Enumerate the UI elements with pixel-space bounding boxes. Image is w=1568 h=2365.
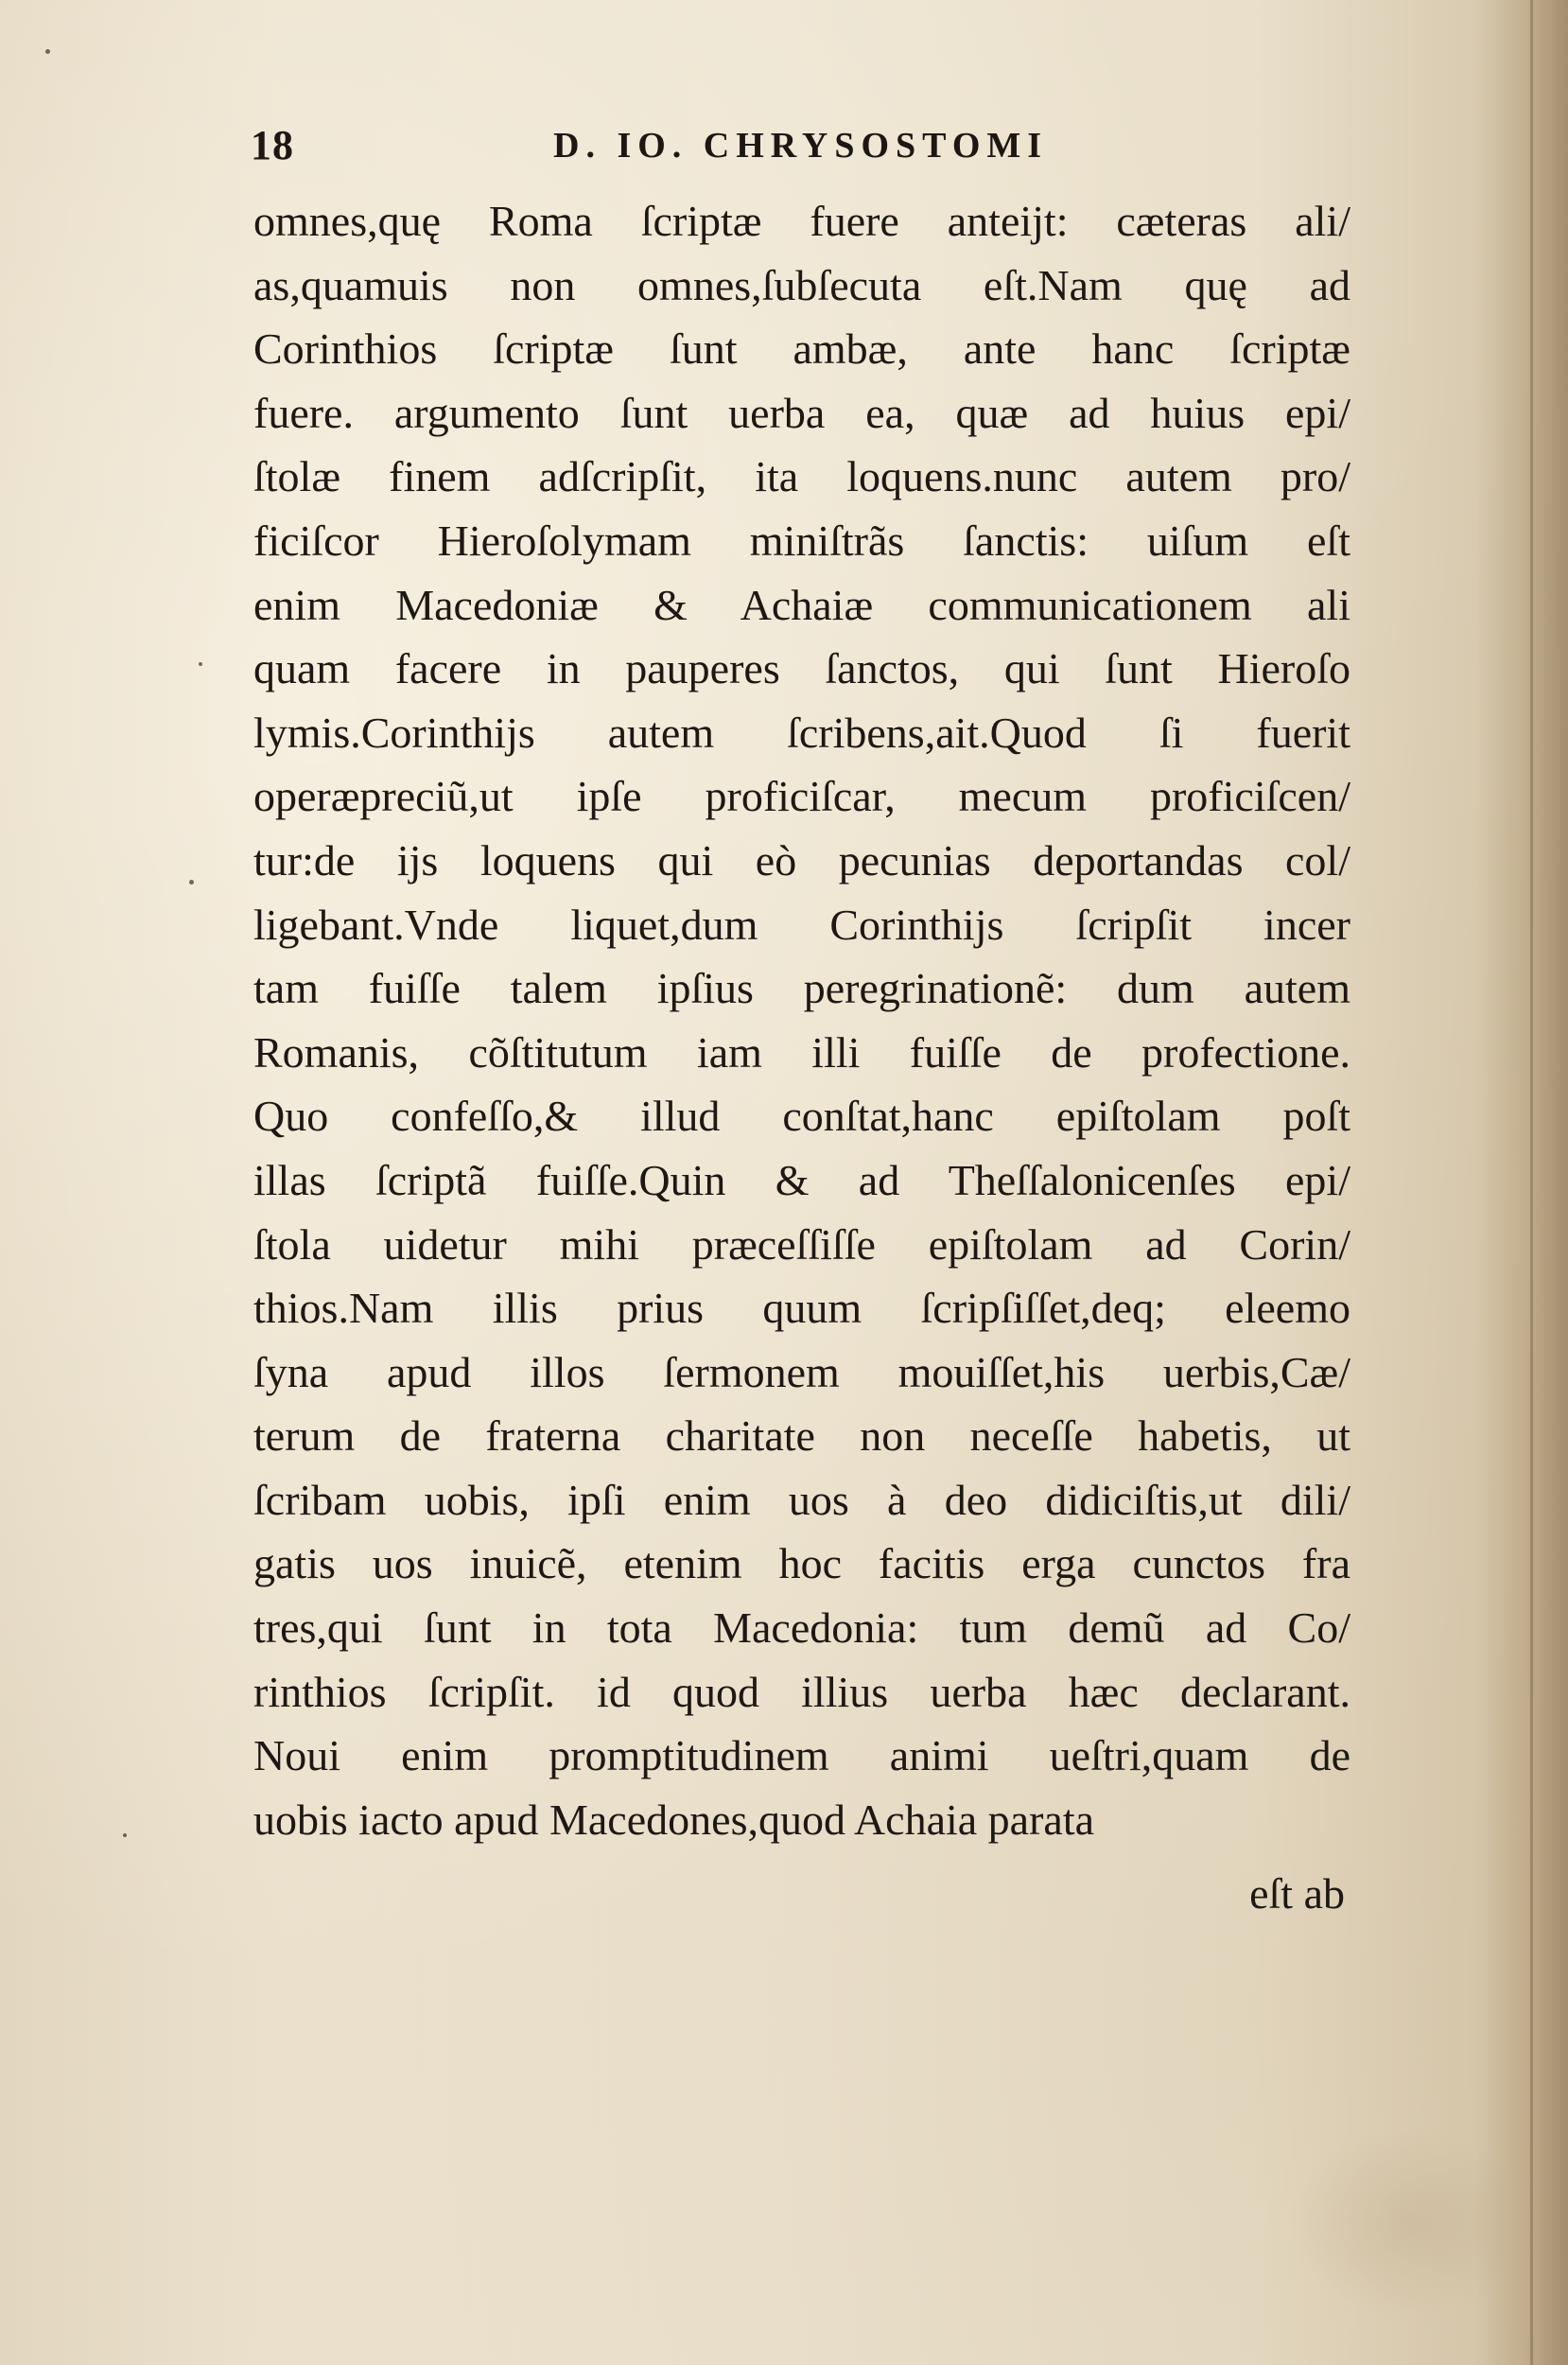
running-title: D. IO. CHRYSOSTOMI (553, 126, 1049, 166)
text-line: illas ſcriptã fuiſſe.Quin & ad Theſſalonicenſes epi/ (253, 1155, 1350, 1204)
text-line: thios.Nam illis prius quum ſcripſiſſet,deq; eleemo (253, 1284, 1350, 1333)
catchword: eſt ab (1249, 1869, 1345, 1918)
ink-speck (123, 1833, 127, 1837)
ink-speck (45, 49, 50, 54)
paper-stain (1286, 2128, 1532, 2318)
text-line: tam fuiſſe talem ipſius peregrinationẽ: dum autem (253, 964, 1350, 1013)
gutter-shadow (1475, 0, 1568, 2365)
text-line: omnes,quę Roma ſcriptæ fuere anteijt: cæteras ali/ (253, 197, 1350, 245)
text-line: terum de fraterna charitate non neceſſe habetis, ut (253, 1411, 1350, 1461)
text-line: lymis.Corinthijs autem ſcribens,ait.Quod ſi fuerit (253, 708, 1350, 757)
text-line: uobis iacto apud Macedones,quod Achaia parata (253, 1795, 1095, 1844)
text-line: ligebant.Vnde liquet,dum Corinthijs ſcripſit incer (253, 900, 1350, 949)
text-line: gatis uos inuicẽ, etenim hoc facitis erga cunctos fra (253, 1539, 1350, 1588)
text-line: ſtola uidetur mihi præceſſiſſe epiſtolam ad Corin/ (253, 1219, 1350, 1269)
text-line: enim Macedoniæ & Achaiæ communicationem ali (253, 580, 1350, 629)
text-line: fuere. argumento ſunt uerba ea, quæ ad huius epi/ (253, 388, 1350, 437)
page-header (251, 121, 1348, 178)
folio-number: 18 (251, 122, 294, 168)
text-line: ſyna apud illos ſermonem mouiſſet,his uerbis,Cæ/ (253, 1347, 1350, 1396)
text-line: rinthios ſcripſit. id quod illius uerba hæc declarant. (253, 1667, 1350, 1716)
text-line: Quo confeſſo,& illud conſtat,hanc epiſtolam poſt (253, 1092, 1350, 1141)
text-line: as,quamuis non omnes,ſubſecuta eſt.Nam quę ad (253, 260, 1350, 309)
text-line: quam facere in pauperes ſanctos, qui ſunt Hieroſo (253, 644, 1350, 693)
ink-speck (189, 880, 194, 885)
text-line: ſcribam uobis, ipſi enim uos à deo didiciſtis,ut dili/ (253, 1475, 1350, 1524)
text-line: Corinthios ſcriptæ ſunt ambæ, ante hanc ſcriptæ (253, 324, 1350, 374)
ink-speck (199, 662, 202, 666)
text-line: operæpreciũ,ut ipſe proficiſcar, mecum proficiſcen/ (253, 772, 1350, 821)
page-edge (1530, 0, 1533, 2365)
text-line: ſtolæ finem adſcripſit, ita loquens.nunc autem pro/ (253, 452, 1350, 501)
text-line: tur:de ijs loquens qui eò pecunias deportandas col/ (253, 835, 1350, 885)
body-text (253, 189, 1350, 1851)
text-line: tres,qui ſunt in tota Macedonia: tum demũ ad Co/ (253, 1603, 1350, 1653)
text-line: Romanis, cõſtitutum iam illi fuiſſe de profectione. (253, 1027, 1350, 1077)
text-line: ficiſcor Hieroſolymam miniſtrãs ſanctis: uiſum eſt (253, 516, 1350, 565)
text-line: Noui enim promptitudinem animi ueſtri,quam de (253, 1731, 1350, 1780)
